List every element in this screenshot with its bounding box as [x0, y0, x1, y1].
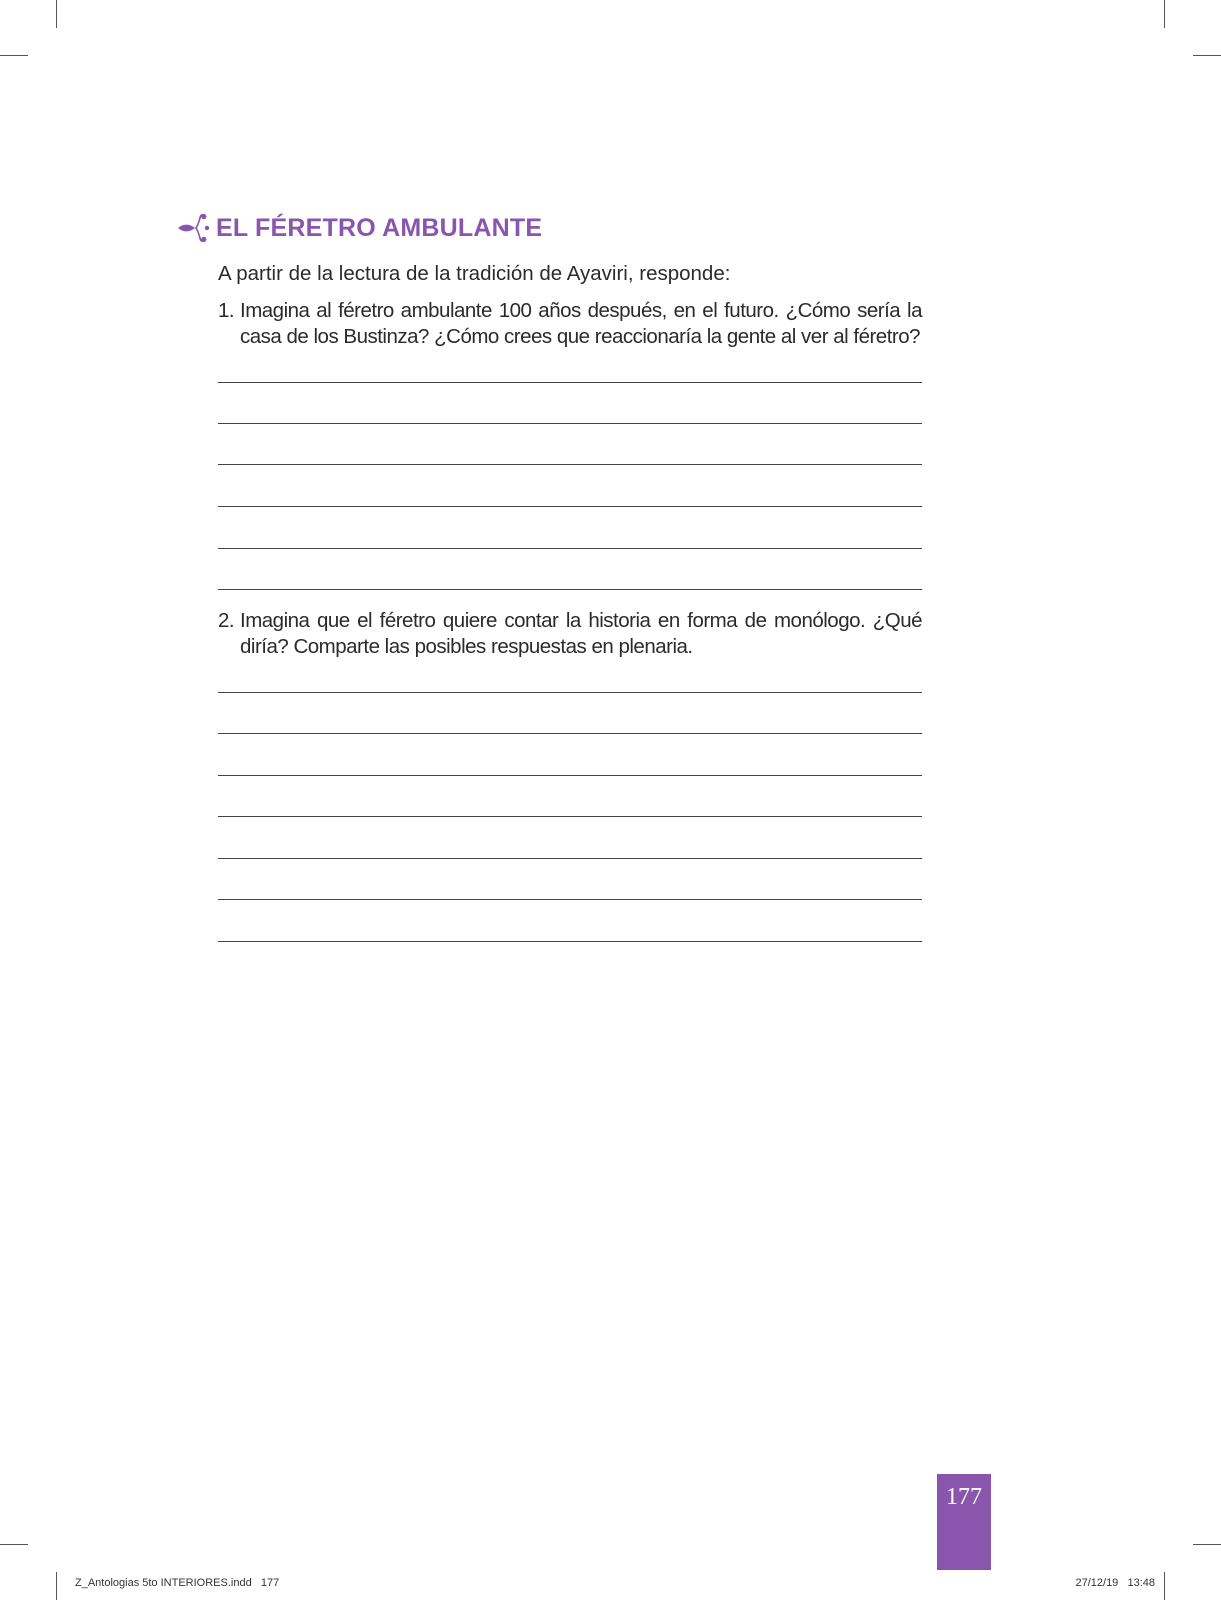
answer-line[interactable]: [218, 858, 922, 859]
answer-line[interactable]: [218, 382, 922, 383]
footer-file-slug: Z_Antologias 5to INTERIORES.indd 177: [75, 1577, 280, 1589]
answer-line[interactable]: [218, 692, 922, 693]
crop-mark: [1193, 55, 1221, 56]
section-heading: [176, 208, 542, 248]
answer-line[interactable]: [218, 506, 922, 507]
crop-mark: [56, 1572, 57, 1600]
instruction-text: A partir de la lectura de la tradición de Ayaviri, responde:: [218, 262, 731, 285]
answer-line[interactable]: [218, 423, 922, 424]
answer-line[interactable]: [218, 589, 922, 590]
page-number: 177: [946, 1484, 982, 1510]
answer-line[interactable]: [218, 941, 922, 942]
question-2: [218, 608, 922, 660]
answer-line[interactable]: [218, 464, 922, 465]
crop-mark: [1164, 1572, 1165, 1600]
question-text: Imagina que el féretro quiere contar la historia en forma de monólogo. ¿Qué diría? Comparte las posibles respuestas en plenaria.: [240, 609, 922, 658]
question-number: 2.: [218, 609, 235, 632]
page-number-tab: [937, 1474, 991, 1570]
question-1: [218, 298, 922, 350]
question-text: Imagina al féretro ambulante 100 años después, en el futuro. ¿Cómo sería la casa de los Bustinza? ¿Cómo crees que reaccionaría la gente al ver al féretro?: [240, 299, 922, 348]
answer-line[interactable]: [218, 775, 922, 776]
crop-mark: [1193, 1544, 1221, 1545]
crop-mark: [1164, 0, 1165, 28]
page-title: EL FÉRETRO AMBULANTE: [216, 213, 543, 242]
answer-line[interactable]: [218, 816, 922, 817]
answer-line[interactable]: [218, 733, 922, 734]
answer-line[interactable]: [218, 548, 922, 549]
crop-mark: [0, 1544, 28, 1545]
footer-timestamp: 27/12/19 13:48: [1075, 1577, 1155, 1589]
crop-mark: [0, 55, 28, 56]
fleur-ornament-icon: [176, 211, 210, 245]
answer-line[interactable]: [218, 899, 922, 900]
question-number: 1.: [218, 299, 235, 322]
crop-mark: [56, 0, 57, 28]
